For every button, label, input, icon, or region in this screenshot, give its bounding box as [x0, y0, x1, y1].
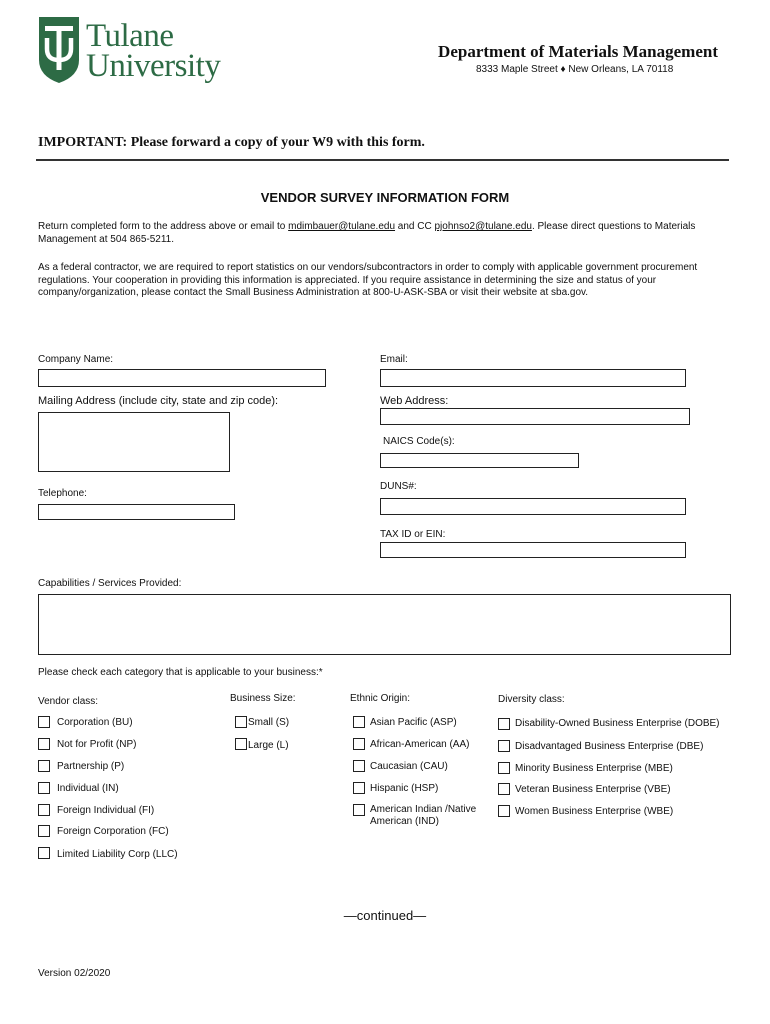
web-address-label: Web Address:: [380, 395, 449, 407]
tax-id-label: TAX ID or EIN:: [380, 529, 446, 540]
vendor-class-option: Partnership (P): [57, 761, 125, 772]
vendor-class-heading: Vendor class:: [38, 696, 99, 707]
diversity-class-option: Disability-Owned Business Enterprise (DOBE): [515, 718, 720, 729]
vendor-class-checkbox[interactable]: [38, 804, 50, 816]
intro-text: and CC: [395, 221, 435, 232]
ethnic-origin-option-line: American Indian /Native: [370, 804, 477, 815]
duns-field[interactable]: [380, 498, 686, 515]
diversity-class-checkbox[interactable]: [498, 805, 510, 817]
ethnic-origin-checkbox[interactable]: [353, 804, 365, 816]
diversity-class-checkbox[interactable]: [498, 783, 510, 795]
ethnic-origin-option-line: American (IND): [370, 816, 439, 827]
email-field[interactable]: [380, 369, 686, 387]
web-address-field[interactable]: [380, 408, 690, 425]
vendor-class-option: Limited Liability Corp (LLC): [57, 849, 178, 860]
department-address: 8333 Maple Street ♦ New Orleans, LA 70118: [476, 64, 674, 75]
category-instruction: Please check each category that is applicable to your business:*: [38, 667, 323, 678]
intro-text: Return completed form to the address above or email to: [38, 221, 289, 232]
tulane-shield-icon: [38, 16, 80, 84]
diversity-class-checkbox[interactable]: [498, 718, 510, 730]
diversity-class-checkbox[interactable]: [498, 762, 510, 774]
divider: [36, 159, 729, 161]
mailing-address-label: Mailing Address (include city, state and zip code):: [38, 395, 279, 407]
business-size-option: Large (L): [248, 740, 289, 751]
vendor-class-checkbox[interactable]: [38, 760, 50, 772]
ethnic-origin-option: Hispanic (HSP): [370, 783, 439, 794]
diversity-class-option: Veteran Business Enterprise (VBE): [515, 784, 671, 795]
version-label: Version 02/2020: [38, 968, 111, 979]
ethnic-origin-option: African-American (AA): [370, 739, 470, 750]
vendor-class-option: Foreign Individual (FI): [57, 805, 155, 816]
continued-marker: —continued—: [343, 908, 427, 923]
telephone-label: Telephone:: [38, 488, 87, 499]
vendor-class-option: Foreign Corporation (FC): [57, 826, 169, 837]
ethnic-origin-checkbox[interactable]: [353, 738, 365, 750]
email-label: Email:: [380, 354, 408, 365]
naics-label: NAICS Code(s):: [383, 436, 455, 447]
mailing-address-field[interactable]: [38, 412, 230, 472]
business-size-option: Small (S): [248, 717, 290, 728]
ethnic-origin-checkbox[interactable]: [353, 782, 365, 794]
ethnic-origin-option: Asian Pacific (ASP): [370, 717, 457, 728]
diversity-class-option: Women Business Enterprise (WBE): [515, 806, 674, 817]
tulane-logo: [38, 16, 238, 88]
important-notice: IMPORTANT: Please forward a copy of your W9 with this form.: [38, 135, 425, 150]
ethnic-origin-option: [370, 804, 476, 828]
email-link-mdimbauer[interactable]: mdimbauer@tulane.edu: [288, 221, 396, 232]
naics-field[interactable]: [380, 453, 579, 468]
logo-word-tulane: Tulane: [86, 18, 174, 54]
email-link-pjohnso2[interactable]: pjohnso2@tulane.edu: [434, 221, 532, 232]
duns-label: DUNS#:: [380, 481, 417, 492]
vendor-class-option: Not for Profit (NP): [57, 739, 137, 750]
intro-paragraph-2: As a federal contractor, we are required to report statistics on our vendors/subcontractors in order to comply with applicable government procurement regulations. Your cooperation in providing this information is appreciated. If you require assistance in determining the size and status of your company/organization, please contact the Small Business Administration at 800-U-ASK-SBA or visit their website at sba.gov.: [38, 262, 698, 298]
tax-id-field[interactable]: [380, 542, 686, 558]
capabilities-label: Capabilities / Services Provided:: [38, 578, 182, 589]
company-name-field[interactable]: [38, 369, 326, 387]
ethnic-origin-option: Caucasian (CAU): [370, 761, 448, 772]
vendor-class-checkbox[interactable]: [38, 782, 50, 794]
telephone-field[interactable]: [38, 504, 235, 520]
ethnic-origin-checkbox[interactable]: [353, 760, 365, 772]
diversity-class-option: Disadvantaged Business Enterprise (DBE): [515, 741, 704, 752]
ethnic-origin-heading: Ethnic Origin:: [350, 693, 411, 704]
logo-word-university: University: [86, 48, 221, 84]
business-size-checkbox[interactable]: [235, 738, 247, 750]
diversity-class-option: Minority Business Enterprise (MBE): [515, 763, 673, 774]
intro-text: . Please direct questions to Materials Management at 504 865-5211.: [38, 221, 696, 245]
diversity-class-checkbox[interactable]: [498, 740, 510, 752]
vendor-class-checkbox[interactable]: [38, 716, 50, 728]
company-name-label: Company Name:: [38, 354, 114, 365]
ethnic-origin-checkbox[interactable]: [353, 716, 365, 728]
business-size-checkbox[interactable]: [235, 716, 247, 728]
vendor-class-checkbox[interactable]: [38, 738, 50, 750]
capabilities-field[interactable]: [38, 594, 731, 655]
vendor-class-option: Corporation (BU): [57, 717, 133, 728]
business-size-heading: Business Size:: [230, 693, 296, 704]
intro-paragraph-1: [38, 221, 728, 246]
vendor-class-checkbox[interactable]: [38, 847, 50, 859]
vendor-class-option: Individual (IN): [57, 783, 119, 794]
diversity-class-heading: Diversity class:: [498, 694, 565, 705]
form-title: VENDOR SURVEY INFORMATION FORM: [260, 190, 510, 205]
department-title: Department of Materials Management: [438, 42, 718, 61]
vendor-class-checkbox[interactable]: [38, 825, 50, 837]
